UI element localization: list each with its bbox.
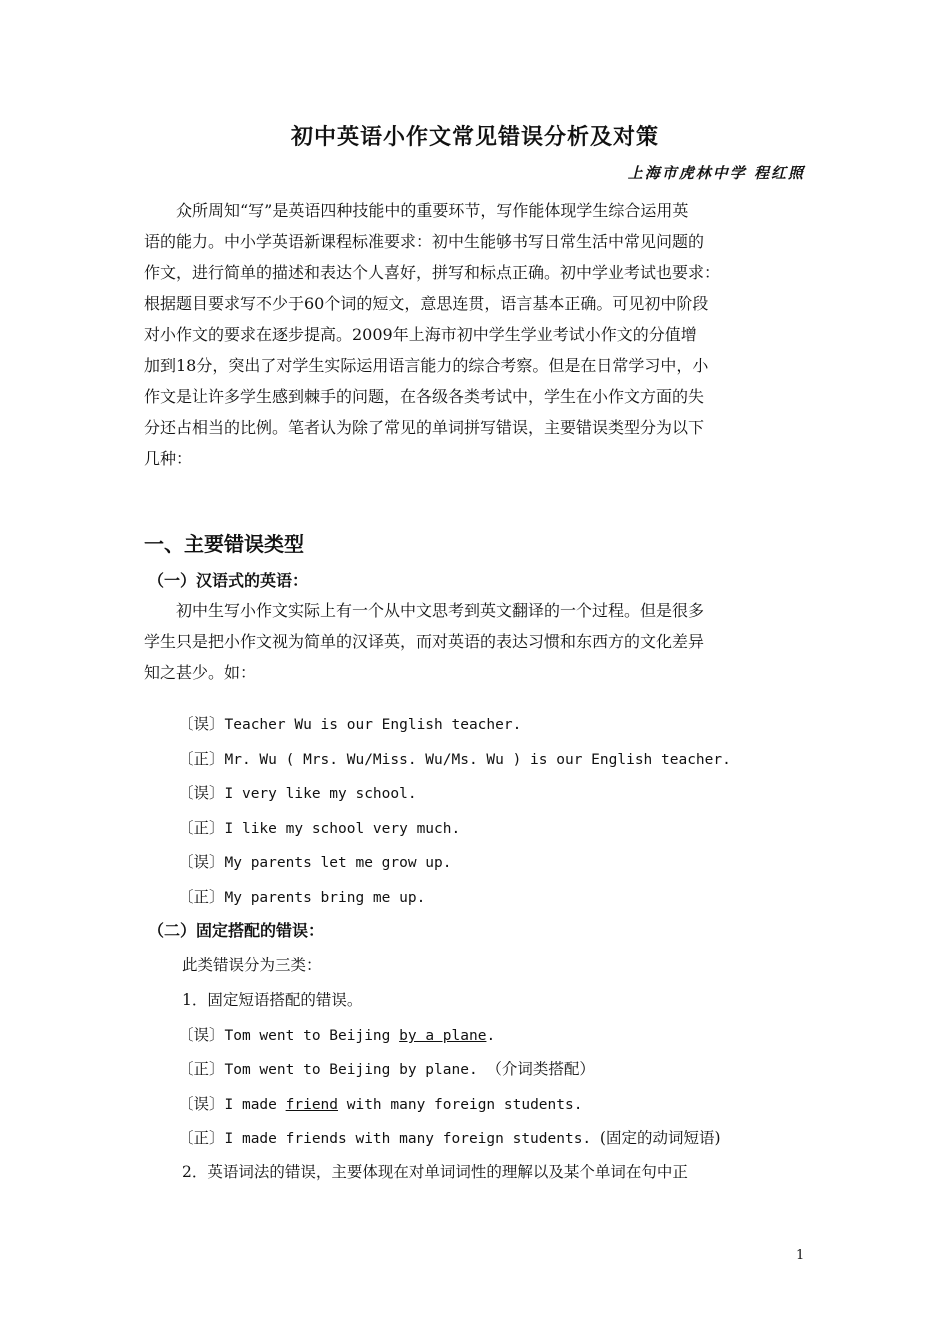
subsection-intro: 此类错误分为三类：: [182, 956, 322, 974]
example-text: I like my school very much.: [224, 821, 461, 837]
example-text: I made friends with many foreign students.: [224, 1131, 600, 1147]
example-tag: 〔误〕: [178, 715, 225, 733]
example-text: I made: [224, 1097, 286, 1113]
subsection-paragraph: [144, 595, 808, 688]
example-line: [178, 816, 460, 838]
example-text: Tom went to Beijing by plane.: [224, 1062, 487, 1078]
example-line: [178, 1126, 721, 1148]
example-tag: 〔正〕: [178, 819, 225, 837]
example-tag: 〔误〕: [178, 853, 225, 871]
document-title: 初中英语小作文常见错误分析及对策: [290, 124, 659, 150]
intro-line: 根据题目要求写不少于60个词的短文，意思连贯，语言基本正确。可见初中阶段: [144, 294, 709, 313]
example-text: My parents bring me up.: [224, 890, 426, 906]
example-text: I very like my school.: [224, 786, 417, 802]
section-heading: 一、主要错误类型: [144, 532, 304, 556]
underlined-error: by a plane: [399, 1028, 487, 1044]
author-line: 上海市虎林中学 程红照: [627, 164, 805, 182]
subsection-heading: （一）汉语式的英语：: [148, 571, 309, 590]
intro-line: 加到18分，突出了对学生实际运用语言能力的综合考察。但是在日常学习中，小: [144, 356, 709, 375]
example-line: [178, 885, 425, 907]
example-tag: 〔误〕: [178, 784, 225, 802]
example-tag: 〔误〕: [178, 1026, 225, 1044]
underlined-error: friend: [285, 1097, 339, 1113]
paragraph-line: 学生只是把小作文视为简单的汉译英，而对英语的表达习惯和东西方的文化差异: [144, 632, 705, 651]
example-line: [178, 1023, 495, 1045]
list-item: 2．英语词法的错误，主要体现在对单词词性的理解以及某个单词在句中正: [182, 1163, 688, 1181]
example-line: [178, 850, 452, 872]
example-text: .: [486, 1028, 496, 1044]
example-tag: 〔正〕: [178, 1129, 225, 1147]
paragraph-line: 知之甚少。如：: [144, 663, 257, 682]
intro-line: 众所周知“写”是英语四种技能中的重要环节，写作能体现学生综合运用英: [144, 201, 689, 220]
example-text: My parents let me grow up.: [224, 855, 452, 871]
intro-line: 分还占相当的比例。笔者认为除了常见的单词拼写错误，主要错误类型分为以下: [144, 418, 705, 437]
example-note: （介词类搭配）: [486, 1060, 595, 1078]
list-item: 1．固定短语搭配的错误。: [182, 991, 363, 1009]
example-tag: 〔正〕: [178, 750, 225, 768]
example-note: (固定的动词短语): [599, 1129, 721, 1147]
example-line: [178, 1092, 582, 1114]
example-tag: 〔误〕: [178, 1095, 225, 1113]
example-line: [178, 747, 731, 769]
example-tag: 〔正〕: [178, 888, 225, 906]
paragraph-line: 初中生写小作文实际上有一个从中文思考到英文翻译的一个过程。但是很多: [144, 601, 705, 620]
example-text: Teacher Wu is our English teacher.: [224, 717, 522, 733]
intro-line: 对小作文的要求在逐步提高。2009年上海市初中学生学业考试小作文的分值增: [144, 325, 697, 344]
example-tag: 〔正〕: [178, 1060, 225, 1078]
example-text: Tom went to Beijing: [224, 1028, 400, 1044]
intro-line: 作文是让许多学生感到棘手的问题，在各级各类考试中，学生在小作文方面的失: [144, 387, 705, 406]
example-line: [178, 1057, 595, 1079]
intro-line: 作文，进行简单的描述和表达个人喜好，拼写和标点正确。初中学业考试也要求：: [144, 263, 721, 282]
page-number: 1: [796, 1248, 805, 1263]
intro-paragraph: [144, 195, 808, 474]
example-line: [178, 712, 521, 734]
intro-line: 语的能力。中小学英语新课程标准要求：初中生能够书写日常生活中常见问题的: [144, 232, 705, 251]
subsection-heading: （二）固定搭配的错误：: [148, 921, 325, 940]
example-text: with many foreign students.: [338, 1097, 583, 1113]
intro-line: 几种：: [144, 449, 193, 468]
example-text: Mr. Wu ( Mrs. Wu/Miss. Wu/Ms. Wu ) is our English teacher.: [224, 752, 731, 768]
example-line: [178, 781, 417, 803]
